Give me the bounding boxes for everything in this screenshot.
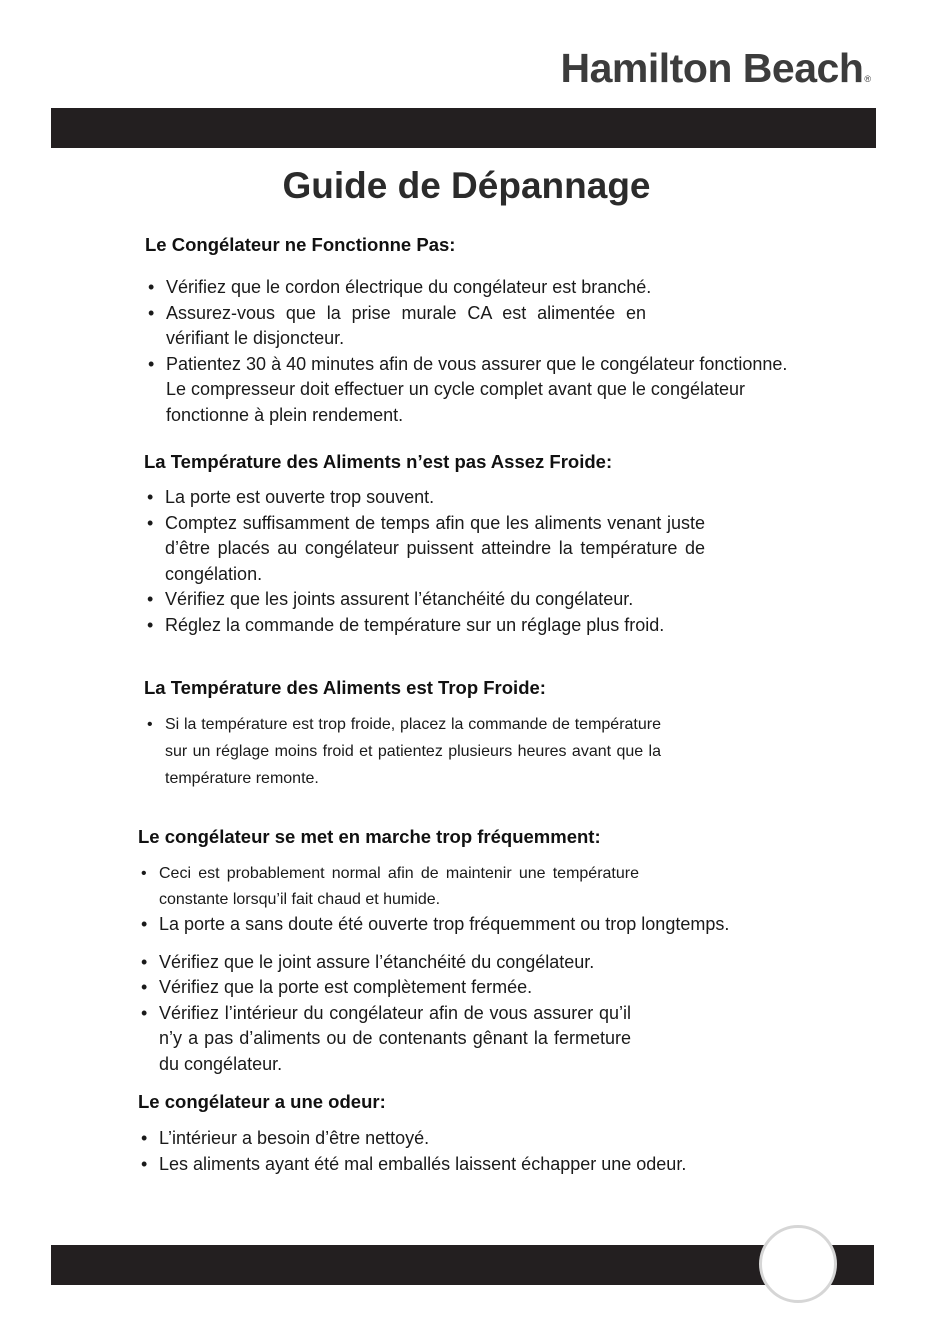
bullet-icon: • bbox=[147, 512, 154, 533]
list-item: • Vérifiez que les joints assurent l’étanchéité du congélateur. bbox=[144, 587, 745, 613]
list-item: • Assurez-vous que la prise murale CA est alimentée en vérifiant le disjoncteur. bbox=[148, 302, 646, 348]
list-item: • La porte a sans doute été ouverte trop fréquemment ou trop longtemps. bbox=[138, 912, 819, 938]
list-item: • Réglez la commande de température sur un réglage plus froid. bbox=[144, 613, 765, 639]
bullet-icon: • bbox=[141, 865, 147, 882]
bullet-icon: • bbox=[141, 1002, 148, 1023]
footer-bar bbox=[51, 1245, 874, 1285]
list-item: • Comptez suffisamment de temps afin que les aliments venant juste d’être placés au congélateur puissent atteindre la température de congélation. bbox=[147, 512, 705, 584]
section-heading: La Température des Aliments n’est pas Assez Froide: bbox=[144, 451, 613, 472]
page-number-circle bbox=[759, 1225, 837, 1303]
bullet-icon: • bbox=[141, 914, 148, 934]
brand-logo bbox=[561, 44, 871, 92]
bullet-list bbox=[138, 1126, 838, 1177]
list-item: • Vérifiez l’intérieur du congélateur afin de vous assurer qu’il n’y a pas d’aliments ou de contenants gênant la fermeture du congélateur. bbox=[141, 1002, 631, 1074]
list-item: • Si la température est trop froide, placez la commande de température sur un réglage moins froid et patientez plusieurs heures avant que la température remonte. bbox=[144, 711, 661, 792]
section-heading: Le congélateur se met en marche trop fréquemment: bbox=[138, 826, 601, 847]
bullet-icon: • bbox=[147, 589, 154, 609]
section-not-cold-enough bbox=[144, 450, 824, 638]
section-heading: Le Congélateur ne Fonctionne Pas: bbox=[145, 234, 456, 255]
page-title: Guide de Dépannage bbox=[282, 165, 651, 206]
brand-name: Hamilton Beach bbox=[560, 45, 864, 91]
bullet-icon: • bbox=[147, 614, 154, 635]
section-heading: Le congélateur a une odeur: bbox=[138, 1091, 386, 1112]
section-odor bbox=[138, 1090, 838, 1177]
list-item: • Vérifiez que le cordon électrique du congélateur est branché. bbox=[145, 275, 746, 301]
bullet-icon: • bbox=[148, 353, 155, 374]
list-item: • Patientez 30 à 40 minutes afin de vous assurer que le congélateur fonctionne. Le compresseur doit effectuer un cycle complet avant que le congélateur fonctionne à plein rendement. bbox=[148, 353, 788, 425]
bullet-icon: • bbox=[147, 487, 154, 507]
bullet-icon: • bbox=[147, 716, 153, 733]
list-item: • Les aliments ayant été mal emballés laissent échapper une odeur. bbox=[138, 1152, 799, 1178]
section-freezer-not-working bbox=[145, 233, 825, 428]
bullet-icon: • bbox=[148, 302, 155, 323]
list-item: • L’intérieur a besoin d’être nettoyé. bbox=[138, 1126, 779, 1152]
section-heading: La Température des Aliments est Trop Froide: bbox=[144, 677, 546, 698]
list-item: • Vérifiez que la porte est complètement fermée. bbox=[138, 975, 739, 1001]
bullet-icon: • bbox=[141, 951, 148, 972]
bullet-icon: • bbox=[141, 1153, 148, 1174]
bullet-list bbox=[138, 861, 838, 1077]
bullet-list bbox=[144, 711, 824, 792]
section-too-cold bbox=[144, 676, 824, 792]
header-bar bbox=[51, 108, 876, 148]
list-item: • Ceci est probablement normal afin de maintenir une température constante lorsqu’il fait chaud et humide. bbox=[138, 861, 639, 912]
bullet-icon: • bbox=[141, 1128, 148, 1148]
list-item: • Vérifiez que le joint assure l’étanchéité du congélateur. bbox=[138, 950, 739, 976]
bullet-list bbox=[144, 485, 824, 638]
bullet-icon: • bbox=[141, 977, 148, 997]
list-item: • La porte est ouverte trop souvent. bbox=[144, 485, 745, 511]
registered-mark: ® bbox=[864, 74, 871, 84]
section-runs-too-often bbox=[138, 825, 838, 1077]
bullet-list bbox=[145, 275, 825, 428]
bullet-icon: • bbox=[148, 277, 155, 297]
